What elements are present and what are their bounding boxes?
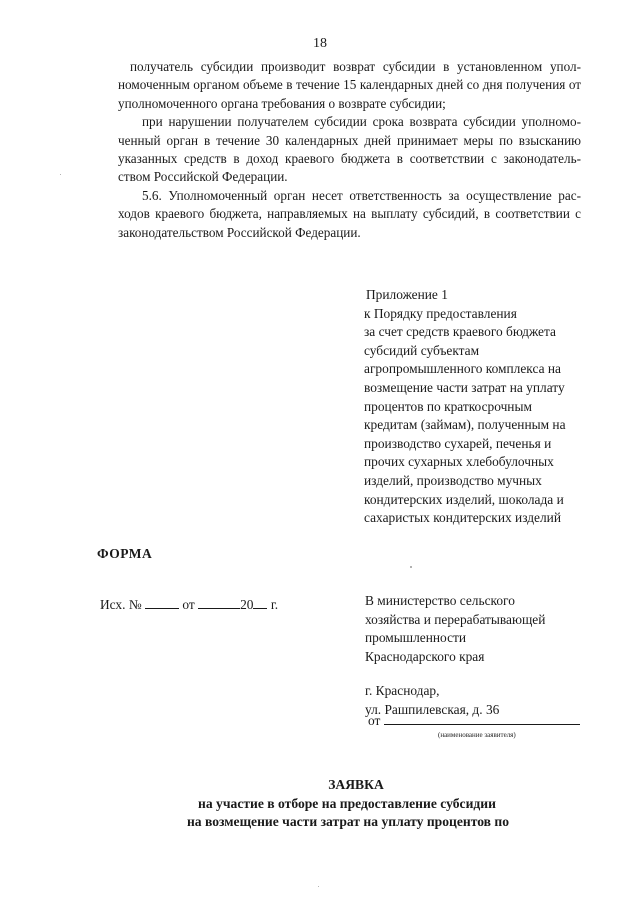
appendix-line: кредитам (займам), полученным на [364,417,566,433]
appendix-line: субсидий субъектам [364,342,480,358]
appendix-line: к Порядку предоставления [364,305,517,321]
form-label: ФОРМА [97,546,153,561]
application-heading [0,776,640,832]
appendix-line: за счет средств краевого бюджета [364,324,556,340]
appendix-line: производство сухарей, печенья и [364,435,552,451]
body-text [118,58,581,242]
scan-speck [60,174,61,175]
appendix-line: изделий, производство мучных [364,472,542,488]
appendix-line: прочих сухарных хлебобулочных [364,454,554,470]
addressee-line: промышленности [365,630,467,646]
outgoing-year-suffix: г. [270,597,279,612]
scan-speck [318,886,319,887]
application-subtitle-line: на участие в отборе на предоставление субсидии [198,795,496,811]
appendix-line: возмещение части затрат на уплату [364,379,565,395]
addressee-line: В министерство сельского [365,593,515,608]
address-line: г. Краснодар, [365,683,440,699]
paragraph-refund-deadline: получатель субсидии производит возврат субсидии в установленном упол-номоченным органом объеме в течение 15 календарных дней со дня получения от уполномоченного органа требования о возврате субсидии; [118,59,581,111]
application-subtitle-line: на возмещение части затрат на уплату процентов по [186,814,510,830]
applicant-caption: (наименование заявителя) [438,731,516,739]
page-number: 18 [313,36,327,51]
outgoing-number-row [100,596,278,614]
outgoing-number-field[interactable] [145,596,179,609]
appendix-line: агропромышленного комплекса на [364,361,561,377]
addressee-block [365,592,615,720]
outgoing-from-label: от [182,597,195,612]
paragraph-refund-violation: при нарушении получателем субсидии срока возврата субсидии уполномо-ченный орган в течение 30 календарных дней принимает меры по взысканию указанных средств в доход краевого бюджета в соответствии с законодатель-ством Российской Федерации. [118,114,581,185]
outgoing-date-field[interactable] [198,596,240,609]
appendix-title: Приложение 1 [366,287,448,302]
applicant-row [368,712,580,730]
appendix-line: процентов по краткосрочным [364,398,532,414]
appendix-line: кондитерских изделий, шоколада и [364,491,564,507]
appendix-line: сахаристых кондитерских изделий [364,510,562,526]
outgoing-prefix: Исх. № [100,597,142,612]
scan-speck [410,566,412,568]
appendix-block [364,286,604,528]
outgoing-year-prefix: 20 [240,597,254,612]
applicant-from-label: от [368,713,381,728]
addressee-line: Краснодарского края [365,648,485,664]
application-title: ЗАЯВКА [328,777,384,792]
paragraph-responsibility: 5.6. Уполномоченный орган несет ответственность за осуществление рас-ходов краевого бюджета, направляемых на выплату субсидий, в соответствии с законодательством Российской Федерации. [118,187,581,240]
addressee-line: хозяйства и перерабатывающей [365,611,546,627]
address-line: ул. Рашпилевская, д. 36 [365,701,500,717]
outgoing-year-field[interactable] [253,596,267,609]
applicant-name-field[interactable] [384,712,580,725]
